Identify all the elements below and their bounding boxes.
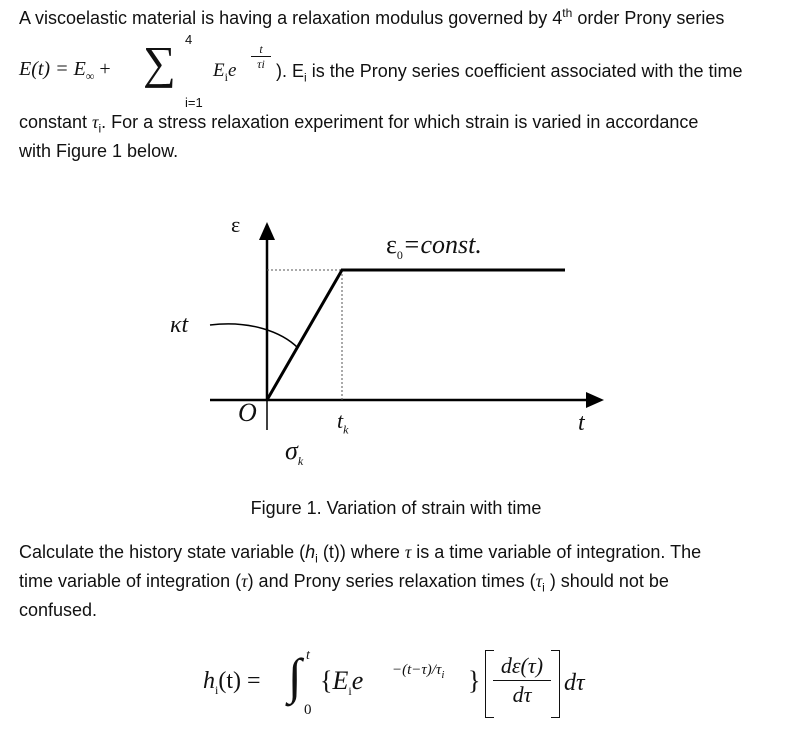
plateau-const: =const. bbox=[402, 230, 482, 259]
plateau-eps: ε bbox=[386, 230, 397, 259]
sum-lower: i=1 bbox=[185, 95, 203, 110]
tk-label bbox=[337, 408, 349, 437]
formula-lhs-arg: (t) = bbox=[218, 668, 261, 694]
q-line2-c: ) should not be bbox=[544, 571, 669, 591]
integrand-exponent bbox=[392, 662, 444, 681]
eq-term-E: E bbox=[213, 60, 225, 81]
eq-tail-a: ). E bbox=[276, 61, 305, 81]
strain-curve bbox=[267, 270, 565, 400]
slope-label: κt bbox=[170, 312, 189, 338]
eq-inf: ∞ bbox=[85, 69, 95, 83]
tk-t: t bbox=[337, 408, 344, 433]
eq-exp-base: e bbox=[227, 60, 237, 81]
integrand bbox=[320, 666, 364, 699]
eq-tail-text: is the Prony series coefficient associated with the time bbox=[306, 61, 743, 81]
y-axis-label: ε bbox=[231, 212, 241, 237]
q-line2-tau-i: τ bbox=[535, 571, 543, 591]
question-line-2 bbox=[19, 567, 669, 596]
sigma-symbol: σ bbox=[285, 436, 298, 465]
exp-numerator: t bbox=[259, 42, 263, 56]
line3-tau-sub: i bbox=[98, 121, 102, 136]
integrand-E: E bbox=[332, 666, 349, 695]
y-axis-arrow bbox=[259, 222, 275, 240]
derivative-fraction bbox=[493, 652, 551, 709]
intro-text-b: order Prony series bbox=[572, 8, 725, 28]
exponent-sub: i bbox=[441, 669, 445, 681]
formula-dtau: dτ bbox=[564, 670, 585, 696]
superscript-th: th bbox=[562, 6, 573, 20]
eq-tail-sub: i bbox=[304, 70, 307, 85]
exp-denominator: τi bbox=[257, 57, 265, 71]
exponent-text: −(t−τ)/τ bbox=[392, 662, 442, 678]
q-line1-a: Calculate the history state variable ( bbox=[19, 542, 306, 562]
derivative-denominator: dτ bbox=[512, 682, 532, 707]
formula-h-sub: i bbox=[215, 682, 219, 697]
integral-lower: 0 bbox=[304, 702, 312, 718]
sigma-sub: k bbox=[297, 454, 304, 469]
q-line1-b: (t)) where bbox=[317, 542, 405, 562]
q-line2-tau-i-sub: i bbox=[542, 580, 545, 595]
figure-caption: Figure 1. Variation of strain with time bbox=[250, 498, 542, 518]
eq-term-sub: i bbox=[224, 69, 228, 84]
line3-b: . For a stress relaxation experiment for which strain is varied in accordance bbox=[101, 112, 699, 132]
derivative-numerator: dε(τ) bbox=[500, 653, 544, 678]
q-tau: τ bbox=[404, 542, 412, 562]
sum-upper: 4 bbox=[185, 32, 193, 47]
bracket-right bbox=[551, 650, 560, 718]
q-line1-c: is a time variable of integration. The bbox=[411, 542, 702, 562]
eq-lhs-text: E(t) = E bbox=[19, 58, 86, 80]
question-line-3: confused. bbox=[19, 600, 98, 620]
q-line2-b: ) and Prony series relaxation times ( bbox=[247, 571, 536, 591]
q-h: h bbox=[305, 542, 316, 562]
origin-label: O bbox=[238, 398, 257, 427]
line3-tau: τ bbox=[92, 112, 99, 132]
intro-text-a: A viscoelastic material is having a relaxation modulus governed by 4 bbox=[19, 8, 563, 28]
slope-leader bbox=[210, 324, 298, 348]
x-axis-label: t bbox=[578, 410, 585, 436]
formula-lhs bbox=[203, 668, 261, 695]
integrand-e: e bbox=[351, 666, 364, 695]
q-h-sub: i bbox=[315, 551, 318, 566]
q-line2-tau: τ bbox=[241, 571, 248, 591]
sum-symbol: ∑ bbox=[143, 37, 176, 88]
tk-sub: k bbox=[343, 422, 349, 437]
eq-plus: + bbox=[94, 58, 111, 80]
question-line-1 bbox=[19, 538, 701, 567]
q-line2-a: time variable of integration ( bbox=[19, 571, 242, 591]
integral-sign: ∫ bbox=[288, 648, 302, 704]
x-axis-arrow bbox=[586, 392, 604, 408]
brace-open: { bbox=[320, 666, 333, 695]
formula-h: h bbox=[203, 668, 215, 694]
intro-line-4: with Figure 1 below. bbox=[19, 141, 179, 161]
integrand-E-sub: i bbox=[348, 684, 352, 699]
plateau-eps-sub: 0 bbox=[396, 248, 403, 263]
brace-close: } bbox=[468, 666, 481, 695]
integral-upper: t bbox=[306, 648, 310, 663]
sigma-label bbox=[285, 436, 304, 469]
line3-a: constant bbox=[19, 112, 93, 132]
plateau-label bbox=[386, 230, 482, 263]
